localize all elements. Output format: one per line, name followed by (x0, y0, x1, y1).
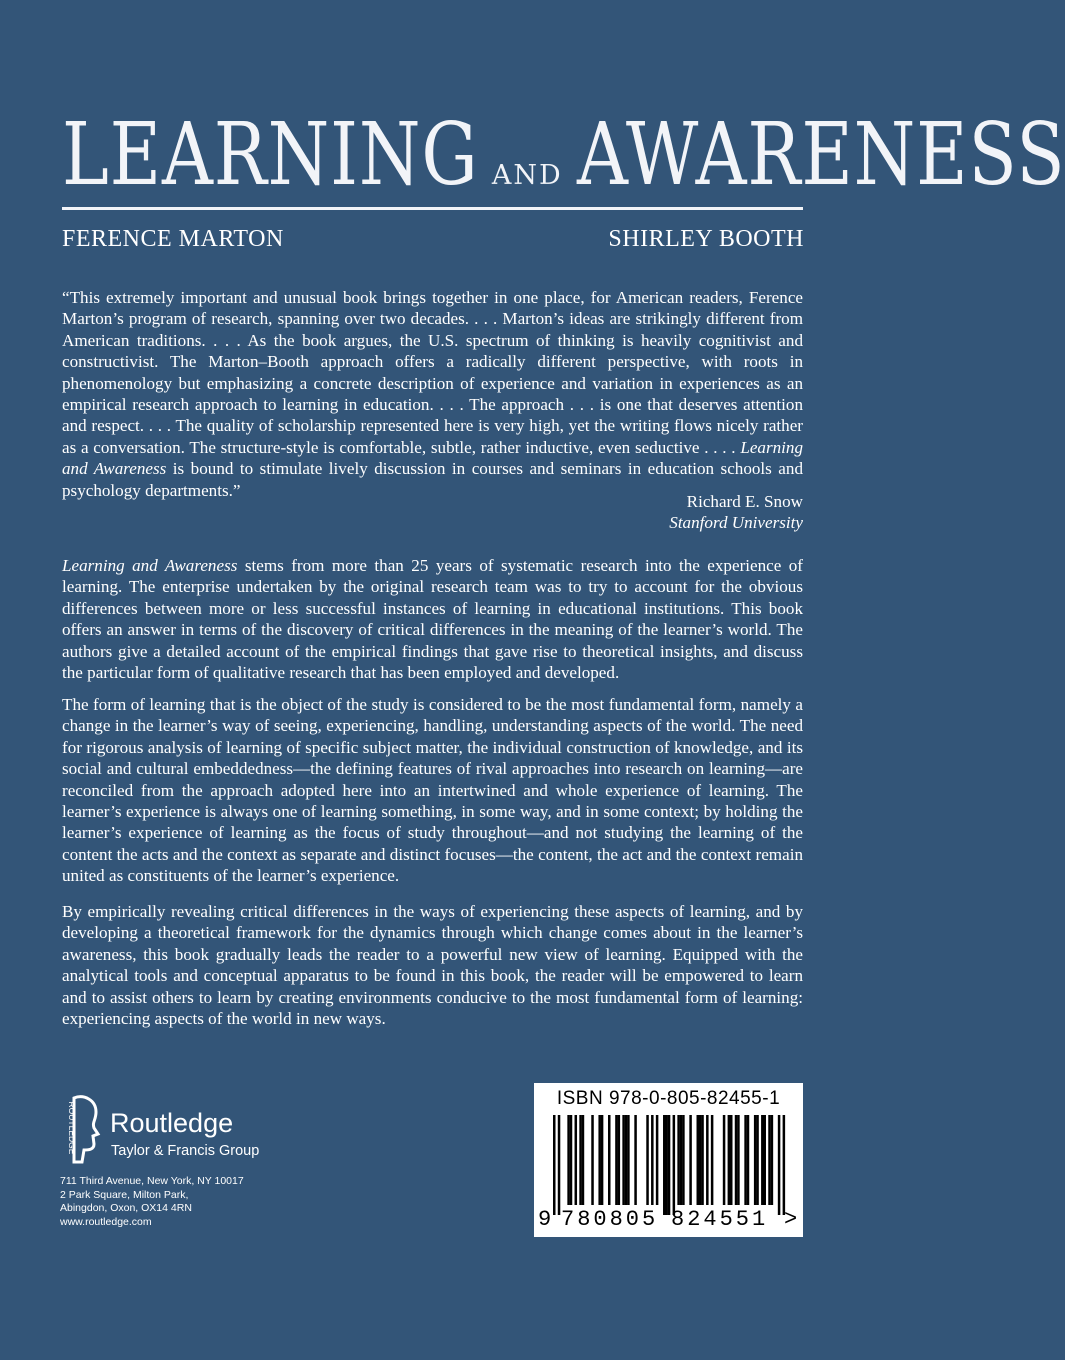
address-line: 711 Third Avenue, New York, NY 10017 (60, 1175, 244, 1187)
title-divider (62, 207, 803, 210)
barcode-bars (553, 1115, 785, 1215)
barcode-bar (618, 1115, 621, 1205)
routledge-head-icon (60, 1092, 104, 1164)
barcode-bar (701, 1115, 704, 1205)
address-line: Abingdon, Oxon, OX14 4RN (60, 1202, 192, 1215)
barcode-bar (763, 1115, 766, 1205)
logo-vertical-text: ROUTLEDGE (67, 1101, 77, 1155)
barcode-bar (711, 1115, 714, 1205)
description-p1-text: stems from more than 25 years of systematic research into the experience of learning. The enterprise undertaken by the original research team was to try to account for the obvious differences between more or less successful instances of learning in educational institutions. This book offers an answer in terms of the discovery of critical differences in the meaning of the learner’s world. The authors give a detailed account of the empirical findings that gave rise to theoretical insights, and discuss the particular form of qualitative research that has been employed and developed. (62, 556, 803, 683)
barcode-bar (615, 1115, 618, 1205)
ean-first-digit: 9 (538, 1207, 552, 1232)
ean-right-digits: 824551 (671, 1207, 769, 1232)
address-line: 2 Park Square, Milton Park, (60, 1188, 189, 1201)
reviewer-name: Richard E. Snow (686, 492, 803, 511)
barcode-bar (598, 1115, 601, 1205)
author-shirley-booth: SHIRLEY BOOTH (608, 226, 804, 252)
barcode-bar (754, 1115, 757, 1205)
publisher-website: www.routledge.com (60, 1215, 152, 1228)
barcode-bar (673, 1115, 676, 1215)
barcode-bar (728, 1115, 731, 1205)
review-text-pre: “This extremely important and unusual book brings together in one place, for American readers, Ference Marton’s program of research, spanning over two decades. . . . Marton’s ideas are strikingly different from American traditions. . . . As the book argues, the U.S. spectrum of thinking is heavily cognitivist and constructivist. The Marton–Booth approach offers a radically different perspective, with roots in phenomenology but emphasizing a concrete description of experience and variation in experiences as an empirical research approach to learning in education. . . . The approach . . . is one that deserves attention and respect. . . . The quality of scholarship represented here is very high, yet the writing flows nicely rather as a conversation. The structure-style is comfortable, subtle, rather inductive, even seductive . . . . (62, 288, 803, 457)
barcode-bar (723, 1115, 726, 1205)
barcode-bar (567, 1115, 570, 1205)
barcode-bar (591, 1115, 594, 1205)
barcode-bar (768, 1115, 771, 1205)
description-title-italic: Learning and Awareness (62, 556, 238, 575)
review-quote (62, 287, 803, 501)
publisher-name: Routledge (110, 1108, 234, 1138)
author-ference-marton: FERENCE MARTON (62, 226, 284, 252)
description-paragraph-3: By empirically revealing critical differences in the ways of experiencing these aspects of learning, and by developing a theoretical framework for the dynamics through which change comes about in the learner’s awareness, this book gradually leads the reader to a powerful new view of learning. Equipped with the analytical tools and conceptual apparatus to be found in this book, the reader will be empowered to learn and to assist others to learn by creating environments conducive to the most fundamental form of learning: experiencing aspects of the world in new ways. (62, 902, 803, 1029)
barcode-bar (699, 1115, 702, 1205)
barcode-bar (677, 1115, 680, 1205)
barcode-bar (646, 1115, 649, 1205)
description-paragraph-2: The form of learning that is the object of the study is considered to be the most fundamental form, namely a change in the learner’s way of seeing, experiencing, handling, understanding aspects of the world. The need for rigorous analysis of learning of specific subject matter, the individual construction of knowledge, and its social and cultural embeddedness—the defining features of rival approaches into research on learning—are reconciled from the approach adopted here into an intertwined and whole experience of learning. The learner’s experience is always one of learning something, in some way, and in some context; by holding the learner’s experience of learning as the focus of study throughout—and not studying the learning of the content the acts and the context as separate and distinct focuses—the content, the act and the context remain united as constituents of the learner’s experience. (62, 695, 803, 886)
title-learning: LEARNING (62, 105, 479, 205)
barcode-bar (771, 1115, 774, 1205)
barcode-bar (608, 1115, 611, 1205)
barcode-bar (579, 1115, 582, 1205)
barcode-bar (756, 1115, 759, 1205)
barcode-bar (663, 1115, 666, 1215)
review-title-italic: Learning and Awareness (62, 437, 803, 479)
barcode-bar (553, 1115, 556, 1215)
review-attribution (669, 491, 803, 534)
ean-arrow: > (784, 1207, 798, 1232)
barcode-bar (558, 1115, 561, 1215)
barcode-bar (778, 1115, 781, 1215)
ean-left-digits: 780805 (561, 1207, 659, 1232)
barcode-bar (601, 1115, 604, 1205)
barcode-bar (582, 1115, 585, 1205)
barcode-bar (689, 1115, 692, 1205)
barcode-bar (665, 1115, 668, 1215)
barcode-bar (570, 1115, 573, 1205)
reviewer-affiliation: Stanford University (669, 513, 803, 533)
barcode-bar (744, 1115, 747, 1205)
description-paragraph-1 (62, 555, 803, 683)
publisher-address (60, 1175, 244, 1229)
barcode-bar (697, 1115, 700, 1205)
isbn-label: ISBN 978-0-805-82455-1 (556, 1088, 781, 1109)
barcode-bar (627, 1115, 630, 1205)
barcode-bar (706, 1115, 709, 1205)
title-and: AND (491, 160, 563, 191)
barcode-bar (668, 1115, 671, 1215)
barcode-bar (651, 1115, 654, 1205)
barcode-bar (625, 1115, 628, 1205)
barcode-bar (735, 1115, 738, 1205)
barcode-bar (761, 1115, 764, 1205)
barcode-bar (730, 1115, 733, 1205)
barcode-bar (634, 1115, 637, 1205)
barcode-bar (680, 1115, 683, 1205)
barcode-bar (575, 1115, 578, 1205)
book-title (62, 105, 1065, 205)
barcode-bar (737, 1115, 740, 1205)
barcode-bar (622, 1115, 625, 1205)
barcode-bar (656, 1115, 659, 1205)
barcode-bar (783, 1115, 786, 1215)
barcode-bar (747, 1115, 750, 1205)
title-awareness: AWARENESS (576, 105, 1065, 205)
isbn-barcode (534, 1083, 803, 1237)
publisher-group: Taylor & Francis Group (111, 1143, 260, 1159)
review-text-post: is bound to stimulate lively discussion in courses and seminars in education schools and psychology departments.” (62, 459, 803, 500)
barcode-bar (682, 1115, 685, 1205)
